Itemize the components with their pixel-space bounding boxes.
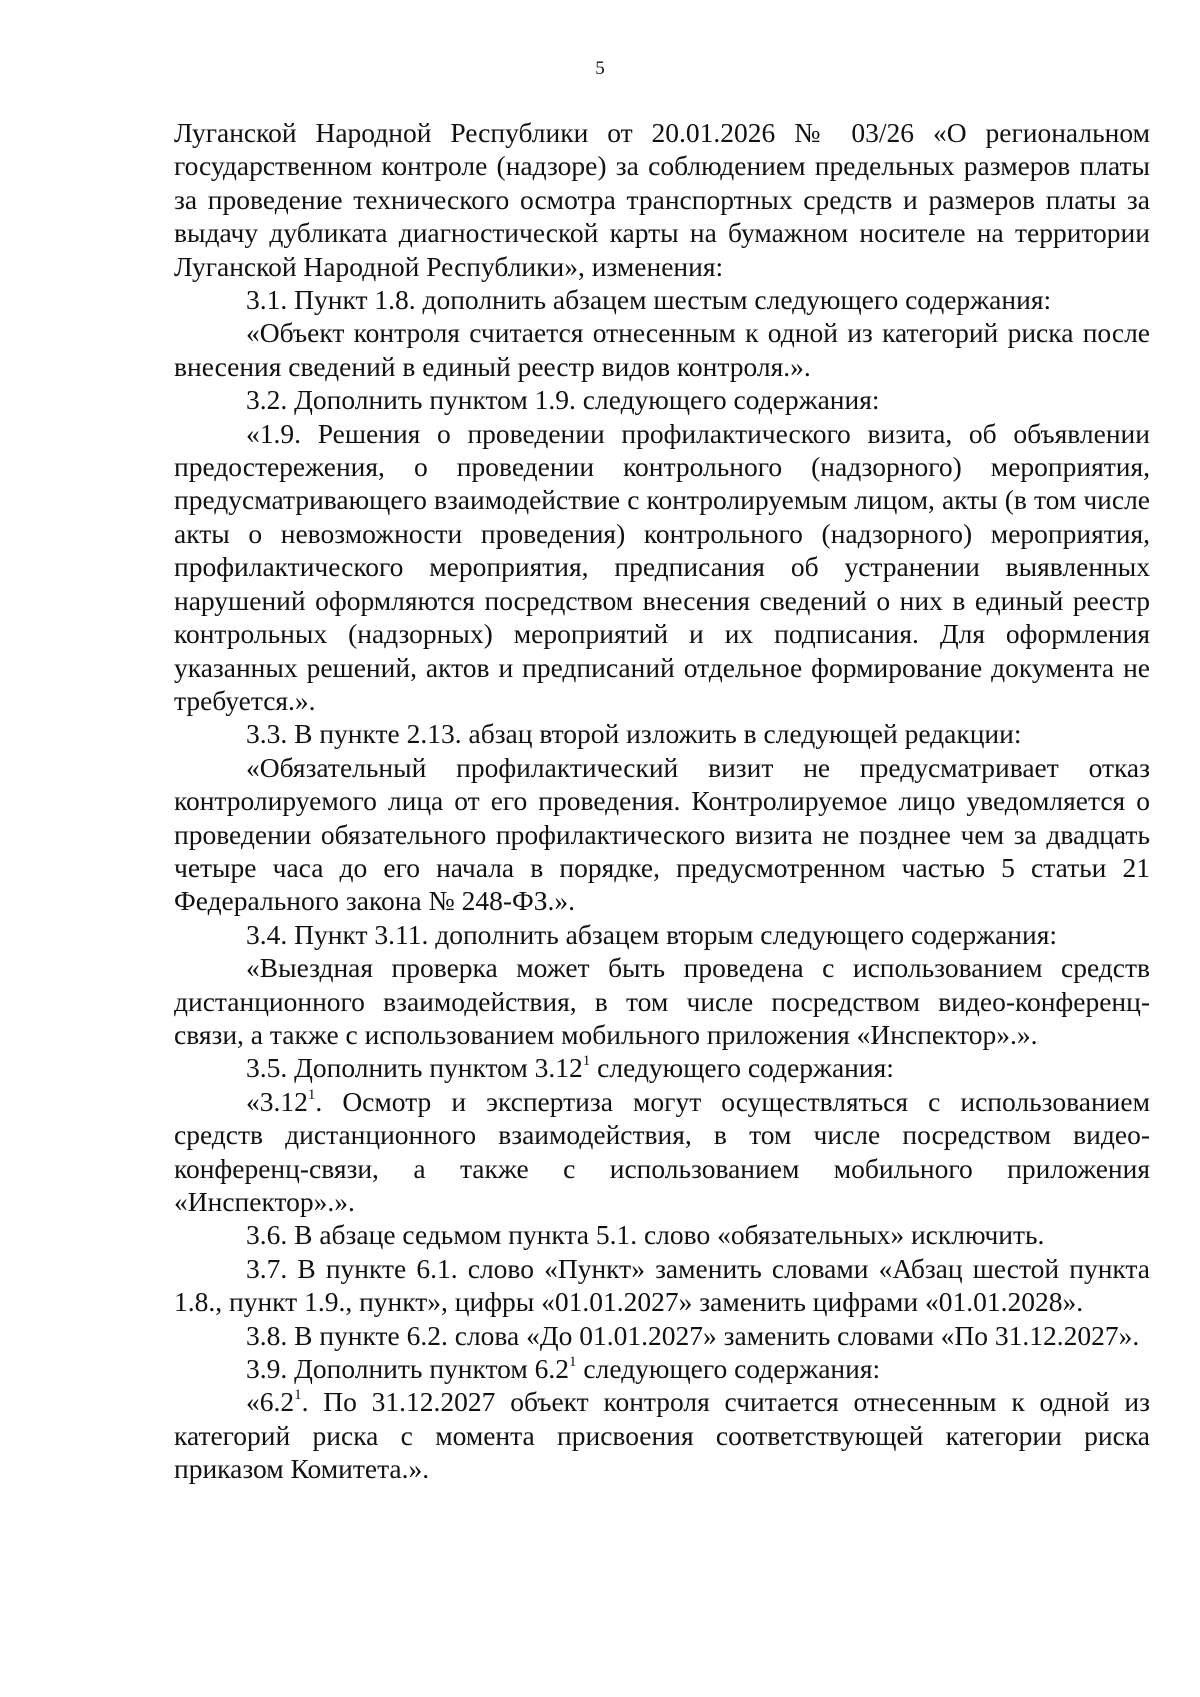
- paragraph-item-3-2: 3.2. Дополнить пунктом 1.9. следующего содержания:: [246, 384, 880, 416]
- paragraph-quote-3-4: «Выездная проверка может быть проведена с использованием средств дистанционного взаимодействия, в том числе посредством видео-конференц-связи, а также с использованием мобильного приложения «Инспектор».».: [174, 952, 1150, 1050]
- paragraph-quote-3-1: «Объект контроля считается отнесенным к одной из категорий риска после внесения сведений в единый реестр видов контроля.».: [174, 317, 1150, 382]
- page-number: 5: [595, 58, 605, 79]
- paragraph-quote-3-5-tail: . Осмотр и экспертиза могут осуществляться с использованием средств дистанционного взаимодействия, в том числе посредством видео-конференц-связи, а также с использованием мобильного приложения «Инспектор».».: [174, 1085, 1150, 1217]
- paragraph-item-3-5: [174, 1051, 1150, 1084]
- paragraph-item-3-1: 3.1. Пункт 1.8. дополнить абзацем шестым следующего содержания:: [246, 284, 1052, 316]
- paragraph-item-3-7: 3.7. В пункте 6.1. слово «Пункт» заменить словами «Абзац шестой пункта 1.8., пункт 1.9., пункт», цифры «01.01.2027» заменить цифрами «01.01.2028».: [174, 1252, 1150, 1318]
- paragraph-quote-3-9-text: «6.2: [246, 1386, 295, 1418]
- paragraph-item-3-5-tail: следующего содержания:: [590, 1052, 894, 1084]
- paragraph-item-3-9-tail: следующего содержания:: [576, 1353, 881, 1385]
- paragraph-item-3-9-text: 3.9. Дополнить пунктом 6.2: [246, 1353, 570, 1385]
- paragraph-quote-3-2: «1.9. Решения о проведении профилактического визита, об объявлении предостережения, о проведении контрольного (надзорного) мероприятия, предусматривающего взаимодействие с контролируемым лицом, акты (в том числе акты о невозможности проведения) контрольного (надзорного) мероприятия, профилактического мероприятия, предписания об устранении выявленных нарушений оформляются посредством внесения сведений о них в единый реестр контрольных (надзорных) мероприятий и их подписания. Для оформления указанных решений, актов и предписаний отдельное формирование документа не требуется.».: [174, 417, 1150, 716]
- paragraph-quote-3-5: [174, 1085, 1150, 1219]
- paragraph-quote-3-9: [174, 1385, 1150, 1485]
- paragraph-quote-3-5-text: «3.12: [246, 1085, 308, 1117]
- paragraph-item-3-9: [174, 1352, 1150, 1385]
- paragraph-item-3-5-text: 3.5. Дополнить пунктом 3.12: [246, 1052, 583, 1084]
- paragraph-item-3-4: 3.4. Пункт 3.11. дополнить абзацем вторым следующего содержания:: [246, 918, 1058, 950]
- superscript: 1: [307, 1086, 316, 1103]
- document-body: [174, 116, 1150, 1486]
- superscript: 1: [294, 1387, 302, 1404]
- paragraph-quote-3-3: «Обязательный профилактический визит не предусматривает отказ контролируемого лица от его проведения. Контролируемое лицо уведомляется о проведении обязательного профилактического визита не позднее чем за двадцать четыре часа до его начала в порядке, предусмотренном частью 5 статьи 21 Федерального закона № 248-ФЗ.».: [174, 751, 1150, 917]
- paragraph-item-3-8: 3.8. В пункте 6.2. слова «До 01.01.2027» заменить словами «По 31.12.2027».: [246, 1319, 1140, 1351]
- superscript: 1: [569, 1353, 577, 1370]
- superscript: 1: [582, 1053, 591, 1070]
- paragraph-item-3-3: 3.3. В пункте 2.13. абзац второй изложить в следующей редакции:: [246, 718, 1022, 750]
- paragraph-intro: Луганской Народной Республики от 20.01.2026 № 03/26 «О региональном государственном контроле (надзоре) за соблюдением предельных размеров платы за проведение технического осмотра транспортных средств и размеров платы за выдачу дубликата диагностической карты на бумажном носителе на территории Луганской Народной Республики», изменения:: [174, 117, 1150, 282]
- paragraph-quote-3-9-tail: . По 31.12.2027 объект контроля считается отнесенным к одной из категорий риска с момента присвоения соответствующей категории риска приказом Комитета.».: [174, 1386, 1150, 1485]
- paragraph-item-3-6: 3.6. В абзаце седьмом пункта 5.1. слово «обязательных» исключить.: [246, 1219, 1045, 1251]
